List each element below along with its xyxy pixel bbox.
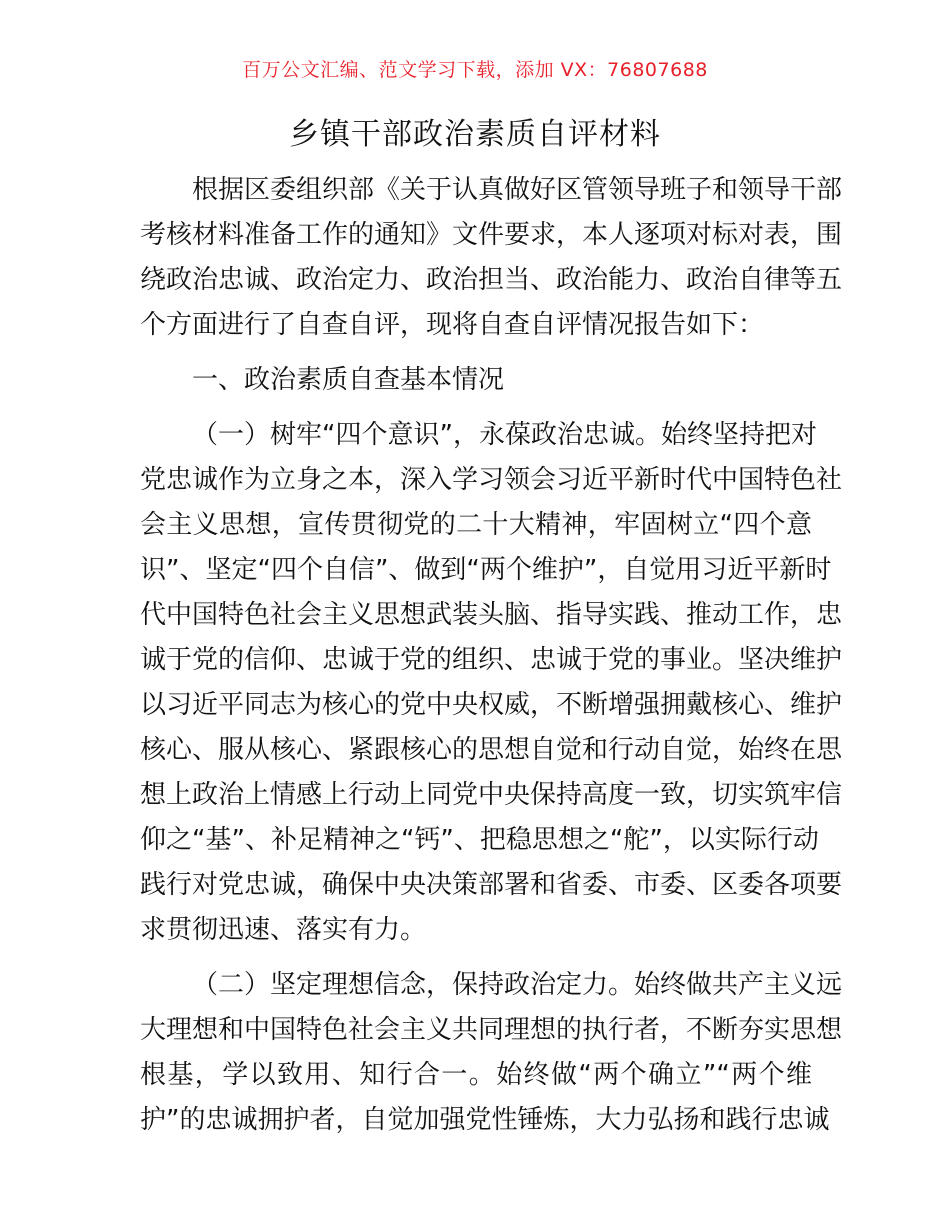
text-line: 想上政治上情感上行动上同党中央保持高度一致，切实筑牢信 (140, 780, 843, 810)
text-line: 根据区委组织部《关于认真做好区管领导班子和领导干部 (192, 175, 843, 205)
text-line: 以习近平同志为核心的党中央权威，不断增强拥戴核心、维护 (140, 690, 843, 720)
text-line: 个方面进行了自查自评，现将自查自评情况报告如下： (140, 310, 765, 340)
text-line: 党忠诚作为立身之本，深入学习领会习近平新时代中国特色社 (140, 465, 843, 495)
text-line: （二）坚定理想信念，保持政治定力。始终做共产主义远 (192, 970, 843, 1000)
section-paragraph-2 (140, 963, 843, 1143)
intro-paragraph (140, 168, 843, 348)
text-line: 仰之“基”、补足精神之“钙”、把稳思想之“舵”，以实际行动 (140, 825, 819, 855)
section-paragraph-1 (140, 413, 843, 953)
document-body (140, 168, 843, 1143)
text-line: 代中国特色社会主义思想武装头脑、指导实践、推动工作，忠 (140, 600, 843, 630)
text-line: 绕政治忠诚、政治定力、政治担当、政治能力、政治自律等五 (140, 265, 843, 295)
text-line: 核心、服从核心、紧跟核心的思想自觉和行动自觉，始终在思 (140, 735, 843, 765)
section-heading (140, 358, 812, 403)
document-title: 乡镇干部政治素质自评材料 (289, 117, 661, 152)
watermark-banner: 百万公文汇编、范文学习下载，添加 VX：76807688 (242, 59, 708, 81)
text-line: （一）树牢“四个意识”，永葆政治忠诚。始终坚持把对 (192, 420, 817, 450)
text-line: 践行对党忠诚，确保中央决策部署和省委、市委、区委各项要 (140, 870, 843, 900)
text-line: 求贯彻迅速、落实有力。 (140, 915, 427, 945)
text-line: 根基，学以致用、知行合一。始终做“两个确立”“两个维 (140, 1060, 812, 1090)
text-line: 诚于党的信仰、忠诚于党的组织、忠诚于党的事业。坚决维护 (140, 645, 843, 675)
text-line: 考核材料准备工作的通知》文件要求，本人逐项对标对表，围 (140, 220, 843, 250)
text-line: 大理想和中国特色社会主义共同理想的执行者，不断夯实思想 (140, 1015, 843, 1045)
text-line: 会主义思想，宣传贯彻党的二十大精神，牢固树立“四个意 (140, 510, 812, 540)
text-line: 识”、坚定“四个自信”、做到“两个维护”，自觉用习近平新时 (140, 555, 832, 585)
text-line: 护”的忠诚拥护者，自觉加强党性锤炼，大力弘扬和践行忠诚 (140, 1105, 830, 1135)
text-line: 一、政治素质自查基本情况 (192, 365, 505, 395)
